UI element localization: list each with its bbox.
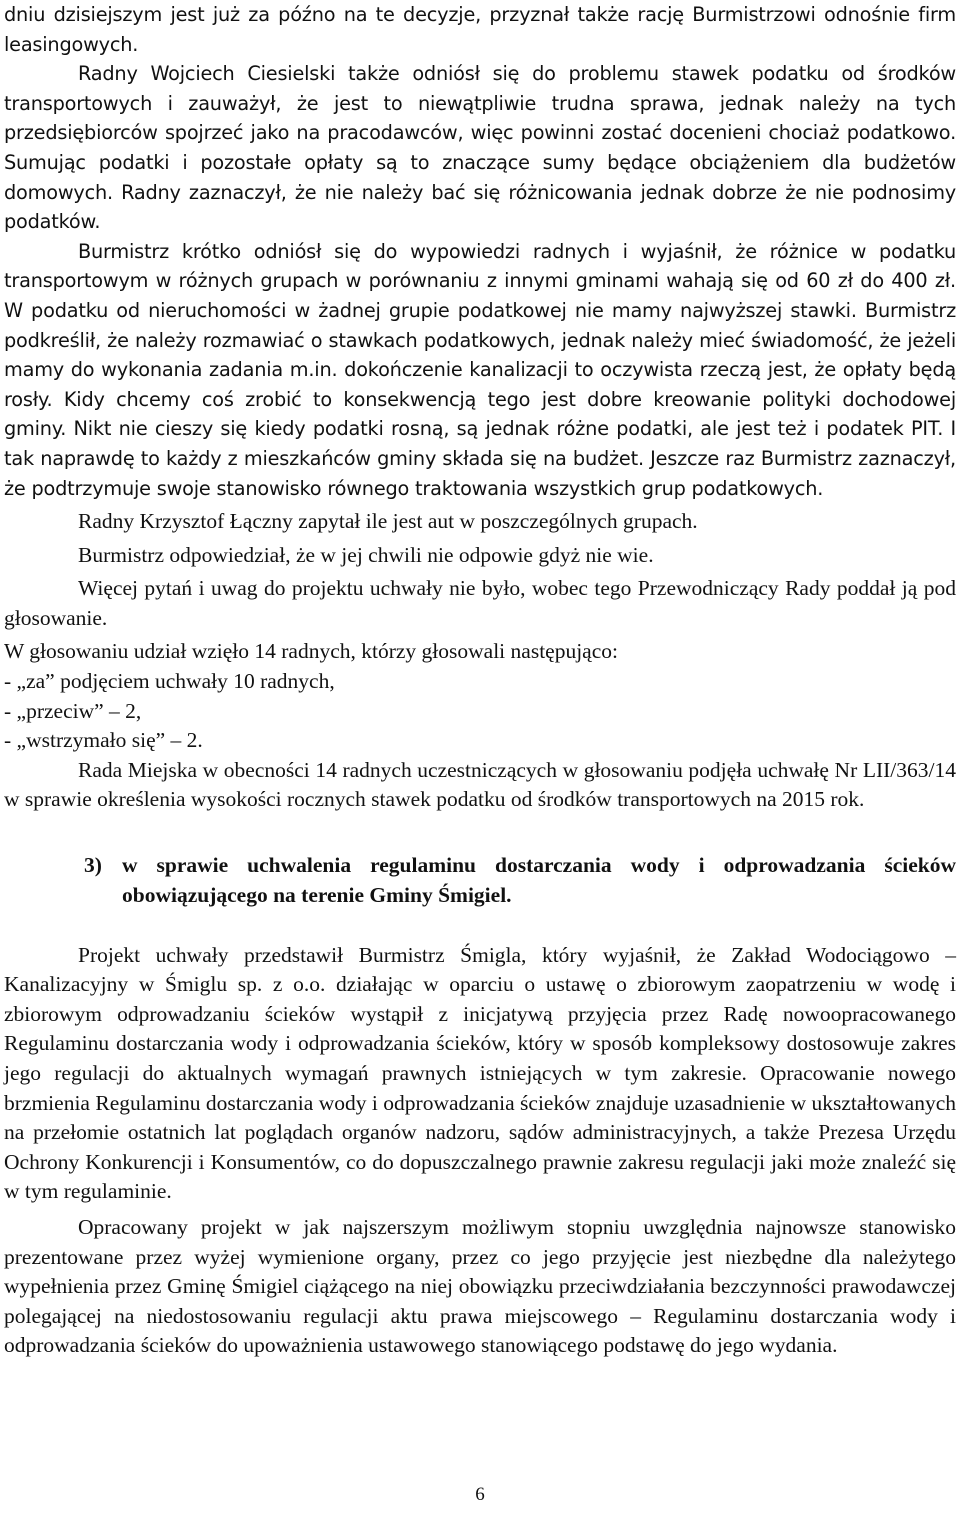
paragraph-burmistrz-odpowiedz: Burmistrz krótko odniósł się do wypowiedzi radnych i wyjaśnił, że różnice w podatku transportowym w różnych grupach w porównaniu z innymi gminami wahają się od 60 zł do 400 zł. W podatku od nieruchomości w żadnej grupie podatkowej nie mamy najwyższej stawki. Burmistrz podkreślił, że należy rozmawiać o stawkach podatkowych, jednak należy mieć świadomość, że jeżeli mamy do wykonania zadania m.in. dokończenie kanalizacji to oczywista rzeczą jest, że opłaty będą rosły. Kidy chcemy coś zrobić to konsekwencją tego jest dobre kreowanie polityki dochodowej gminy. Nikt nie cieszy się kiedy podatki rosną, są jednak różne podatki, ale jest też i podatek PIT. I tak naprawdę to każdy z mieszkańców gminy składa się na budżet. Jeszcze raz Burmistrz zaznaczył, że podtrzymuje swoje stanowisko równego traktowania wszystkich grup podatkowych. <box>4 239 956 500</box>
paragraph-burmistrz-odpowiedzial: Burmistrz odpowiedział, że w jej chwili nie odpowie gdyż nie wie. <box>78 542 654 567</box>
paragraph-glosowanie-zapowiedz: Więcej pytań i uwag do projektu uchwały nie było, wobec tego Przewodniczący Rady poddał ją pod głosowanie. <box>4 576 956 630</box>
paragraph-opracowany-projekt: Opracowany projekt w jak najszerszym możliwym stopniu uwzględnia najnowsze stanowisko prezentowane przez wyżej wymienione organy, przez co jego przyjęcie jest niezbędne dla należytego wypełnienia przez Gminę Śmigiel ciążącego na niej obowiązku przeciwdziałania bezczynności prawodawczej polegającej na niedostosowaniu regulacji aktu prawa miejscowego – Regulaminu dostarczania wody i odprowadzania ścieków do upoważnienia ustawowego stanowiącego podstawę do jego wydania. <box>4 1214 956 1358</box>
section-number: 3) <box>84 853 102 878</box>
section-title: w sprawie uchwalenia regulaminu dostarczania wody i odprowadzania ścieków obowiązującego na terenie Gminy Śmigiel. <box>122 853 956 907</box>
vote-abstain: - „wstrzymało się” – 2. <box>4 728 203 753</box>
vote-against: - „przeciw” – 2, <box>4 698 142 723</box>
paragraph-radny-ciesielski: Radny Wojciech Ciesielski także odniósł się do problemu stawek podatku od środków transportowych i zauważył, że jest to niewątpliwie trudna sprawa, jednak należy na tych przedsiębiorców spojrzeć jako na pracodawców, więc powinni zostać docenieni chociaż podatkowo. Sumując podatki i pozostałe opłaty są to znaczące sumy będące obciążeniem dla budżetów domowych. Radny zaznaczył, że nie należy bać się różnicowania jednak dobrze że nie podnosimy podatków. <box>4 62 956 234</box>
paragraph-projekt-uchwaly: Projekt uchwały przedstawił Burmistrz Śmigla, który wyjaśnił, że Zakład Wodociągowo – Kanalizacyjny w Śmiglu sp. z o.o. działając w oparciu o ustawę o zbiorowym zaopatrzeniu w wodę i zbiorowym odprowadzaniu ścieków wystąpił z inicjatywą przyjęcia przez Radę nowoopracowanego Regulaminu dostarczania wody i odprowadzania ścieków, który w sposób kompleksowy dostosowuje zakres jego regulacji do aktualnych wymagań prawnych istniejących w tym zakresie. Opracowanie nowego brzmienia Regulaminu dostarczania wody i odprowadzania ścieków znajduje uzasadnienie w ukształtowanych na przełomie ostatnich lat poglądach organów nadzoru, sądów administracyjnych, a także Prezesa Urzędu Ochrony Konkurencji i Konsumentów, co do dopuszczalnego prawnie zakresu regulacji jaki może znaleźć się w tym regulaminie. <box>4 942 956 1204</box>
paragraph-continuation: dniu dzisiejszym jest już za późno na te decyzje, przyznał także rację Burmistrzowi odnośnie firm leasingowych. <box>4 3 956 56</box>
vote-for: - „za” podjęciem uchwały 10 radnych, <box>4 669 335 694</box>
vote-intro: W głosowaniu udział wzięło 14 radnych, którzy głosowali następująco: <box>4 639 618 664</box>
section-heading <box>84 851 956 911</box>
paragraph-radny-laczny: Radny Krzysztof Łączny zapytał ile jest aut w poszczególnych grupach. <box>78 509 698 534</box>
paragraph-uchwala-podjeta: Rada Miejska w obecności 14 radnych uczestniczących w głosowaniu podjęła uchwałę Nr LII/363/14 w sprawie określenia wysokości rocznych stawek podatku od środków transportowych na 2015 rok. <box>4 757 956 812</box>
page-number: 6 <box>475 1484 485 1505</box>
